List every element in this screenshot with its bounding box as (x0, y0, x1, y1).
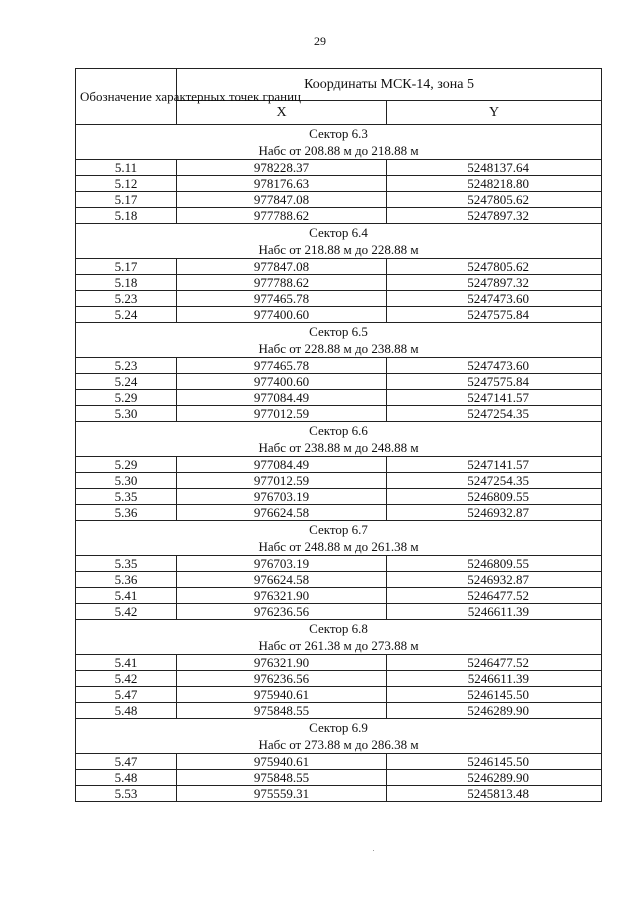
sector-height-range: Набс от 218.88 м до 228.88 м (258, 242, 419, 257)
point-id: 5.18 (76, 275, 177, 291)
sector-header-row (76, 719, 602, 754)
point-id: 5.47 (76, 687, 177, 703)
y-value: 5246611.39 (387, 671, 602, 687)
table-row (76, 160, 602, 176)
point-id: 5.48 (76, 770, 177, 786)
point-id: 5.35 (76, 556, 177, 572)
y-value: 5246289.90 (387, 703, 602, 719)
point-id: 5.41 (76, 655, 177, 671)
x-value: 975848.55 (177, 770, 387, 786)
table-row (76, 390, 602, 406)
y-value: 5246611.39 (387, 604, 602, 620)
y-value: 5247141.57 (387, 390, 602, 406)
sector-height-range: Набс от 208.88 м до 218.88 м (258, 143, 419, 158)
table-header-row (76, 69, 602, 101)
point-id: 5.23 (76, 358, 177, 374)
x-value: 975848.55 (177, 703, 387, 719)
sector-height-range: Набс от 248.88 м до 261.38 м (258, 539, 419, 554)
table-row (76, 572, 602, 588)
x-value: 976236.56 (177, 604, 387, 620)
x-value: 977788.62 (177, 208, 387, 224)
table-row (76, 275, 602, 291)
x-value: 977847.08 (177, 259, 387, 275)
y-value: 5246477.52 (387, 655, 602, 671)
x-value: 976703.19 (177, 556, 387, 572)
point-id: 5.11 (76, 160, 177, 176)
point-column-header: Обозначение характерных точек границ (76, 69, 177, 125)
x-value: 978176.63 (177, 176, 387, 192)
sector-header (76, 521, 602, 556)
sector-header (76, 620, 602, 655)
table-row (76, 291, 602, 307)
table-row (76, 192, 602, 208)
sector-header (76, 719, 602, 754)
table-row (76, 786, 602, 802)
point-id: 5.18 (76, 208, 177, 224)
sector-name: Сектор 6.6 (309, 423, 368, 438)
table-row (76, 703, 602, 719)
y-value: 5247805.62 (387, 259, 602, 275)
y-value: 5247897.32 (387, 208, 602, 224)
point-id: 5.42 (76, 671, 177, 687)
x-value: 977084.49 (177, 457, 387, 473)
x-column-header: X (177, 101, 387, 125)
scan-speck (373, 850, 374, 851)
point-id: 5.12 (76, 176, 177, 192)
point-id: 5.35 (76, 489, 177, 505)
x-value: 977400.60 (177, 307, 387, 323)
sector-header (76, 125, 602, 160)
table-row (76, 588, 602, 604)
table-row (76, 556, 602, 572)
sector-name: Сектор 6.7 (309, 522, 368, 537)
table-row (76, 208, 602, 224)
table-row (76, 457, 602, 473)
point-id: 5.29 (76, 457, 177, 473)
x-value: 975940.61 (177, 687, 387, 703)
x-value: 977465.78 (177, 358, 387, 374)
sector-header (76, 323, 602, 358)
x-value: 977847.08 (177, 192, 387, 208)
point-id: 5.24 (76, 307, 177, 323)
sector-name: Сектор 6.3 (309, 126, 368, 141)
y-value: 5247473.60 (387, 358, 602, 374)
x-value: 978228.37 (177, 160, 387, 176)
y-value: 5245813.48 (387, 786, 602, 802)
point-id: 5.17 (76, 192, 177, 208)
sector-name: Сектор 6.5 (309, 324, 368, 339)
point-id: 5.36 (76, 572, 177, 588)
point-id: 5.17 (76, 259, 177, 275)
point-id: 5.36 (76, 505, 177, 521)
table-row (76, 655, 602, 671)
sector-header-row (76, 323, 602, 358)
y-value: 5247897.32 (387, 275, 602, 291)
x-value: 975940.61 (177, 754, 387, 770)
sector-name: Сектор 6.4 (309, 225, 368, 240)
y-value: 5246289.90 (387, 770, 602, 786)
y-value: 5247254.35 (387, 406, 602, 422)
sector-header (76, 224, 602, 259)
x-value: 976321.90 (177, 655, 387, 671)
x-value: 976321.90 (177, 588, 387, 604)
table-row (76, 505, 602, 521)
sector-height-range: Набс от 228.88 м до 238.88 м (258, 341, 419, 356)
point-id: 5.30 (76, 406, 177, 422)
sector-height-range: Набс от 261.38 м до 273.88 м (258, 638, 419, 653)
y-value: 5248137.64 (387, 160, 602, 176)
sector-name: Сектор 6.9 (309, 720, 368, 735)
point-id: 5.47 (76, 754, 177, 770)
sector-header-row (76, 521, 602, 556)
sector-name: Сектор 6.8 (309, 621, 368, 636)
point-id: 5.48 (76, 703, 177, 719)
table-row (76, 754, 602, 770)
sector-height-range: Набс от 238.88 м до 248.88 м (258, 440, 419, 455)
point-id: 5.24 (76, 374, 177, 390)
table-row (76, 473, 602, 489)
y-value: 5247575.84 (387, 307, 602, 323)
x-value: 975559.31 (177, 786, 387, 802)
x-value: 977012.59 (177, 406, 387, 422)
y-value: 5246477.52 (387, 588, 602, 604)
x-value: 977012.59 (177, 473, 387, 489)
y-value: 5246145.50 (387, 754, 602, 770)
table-row (76, 358, 602, 374)
table-row (76, 489, 602, 505)
table-row (76, 687, 602, 703)
y-value: 5247473.60 (387, 291, 602, 307)
coordinates-table (75, 68, 602, 802)
table-row (76, 671, 602, 687)
y-value: 5246932.87 (387, 505, 602, 521)
point-id: 5.41 (76, 588, 177, 604)
point-id: 5.23 (76, 291, 177, 307)
x-value: 976624.58 (177, 572, 387, 588)
sector-header (76, 422, 602, 457)
x-value: 977400.60 (177, 374, 387, 390)
y-value: 5246932.87 (387, 572, 602, 588)
sector-header-row (76, 224, 602, 259)
table-row (76, 307, 602, 323)
x-value: 976236.56 (177, 671, 387, 687)
table-row (76, 176, 602, 192)
sector-header-row (76, 125, 602, 160)
sector-header-row (76, 422, 602, 457)
table-row (76, 259, 602, 275)
y-value: 5247805.62 (387, 192, 602, 208)
coordinates-header: Координаты МСК-14, зона 5 (177, 69, 602, 101)
table-row (76, 604, 602, 620)
page-number: 29 (314, 34, 326, 48)
y-value: 5246145.50 (387, 687, 602, 703)
point-id: 5.29 (76, 390, 177, 406)
point-id: 5.30 (76, 473, 177, 489)
x-value: 977084.49 (177, 390, 387, 406)
y-value: 5247141.57 (387, 457, 602, 473)
sector-height-range: Набс от 273.88 м до 286.38 м (258, 737, 419, 752)
table-row (76, 406, 602, 422)
x-value: 976624.58 (177, 505, 387, 521)
y-value: 5247575.84 (387, 374, 602, 390)
y-value: 5246809.55 (387, 556, 602, 572)
y-value: 5248218.80 (387, 176, 602, 192)
sector-header-row (76, 620, 602, 655)
table-row (76, 374, 602, 390)
y-column-header: Y (387, 101, 602, 125)
x-value: 977465.78 (177, 291, 387, 307)
point-id: 5.53 (76, 786, 177, 802)
y-value: 5246809.55 (387, 489, 602, 505)
table-row (76, 770, 602, 786)
x-value: 977788.62 (177, 275, 387, 291)
y-value: 5247254.35 (387, 473, 602, 489)
x-value: 976703.19 (177, 489, 387, 505)
point-id: 5.42 (76, 604, 177, 620)
